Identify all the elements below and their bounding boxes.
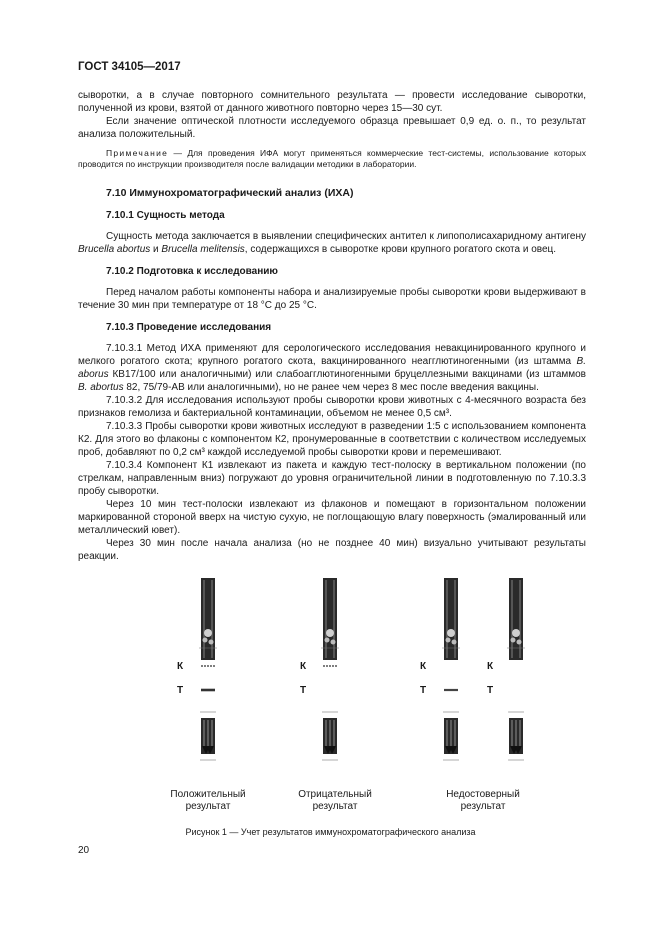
paragraph: 7.10.3.2 Для исследования используют пробы сыворотки крови животных с 4-месячного возраста без признаков гемолиза и бактериальной контаминации, объемом не менее 0,5 см³.: [78, 395, 586, 419]
strip-invalid-2: [507, 578, 525, 760]
text-span: КВ17/100 или аналогичными) или слабоагглютиногенными бруцеллезными вакцинами (из штаммов: [108, 369, 586, 380]
invalid-result-label: Недостоверный результат: [446, 789, 520, 812]
paragraph: Если значение оптической плотности исследуемого образца превышает 0,9 ед. о. п., то результат анализа положительный.: [78, 116, 586, 140]
italic-term: Brucella melitensis: [161, 244, 245, 255]
paragraph: сыворотки, а в случае повторного сомнительного результата — провести исследование сыворотки, полученной из крови, взятой от данного животного повторно через 15—30 сут.: [78, 90, 586, 114]
paragraph: [78, 342, 586, 394]
control-line-label: К: [177, 661, 184, 672]
test-line-label: Т: [177, 685, 184, 696]
text-span: и: [150, 244, 162, 255]
paragraph: [78, 230, 586, 256]
standard-header: ГОСТ 34105—2017: [78, 61, 181, 73]
subsection-heading: 7.10.1 Сущность метода: [106, 210, 225, 221]
paragraph: Через 30 мин после начала анализа (но не позднее 40 мин) визуально учитывают результаты реакции.: [78, 538, 586, 562]
paragraph: Через 10 мин тест-полоски извлекают из флаконов и помещают в горизонтальном положении маркированной стороной вверх на чистую сухую, не поглощающую влагу поверхность (эмалированный или металлический ювет).: [78, 499, 586, 536]
strip-positive: [199, 578, 217, 760]
positive-result-label: Положительный результат: [170, 789, 246, 812]
paragraph: 7.10.3.3 Пробы сыворотки крови животных исследуют в разведении 1:5 с использованием компонента К2. Для этого во флаконы с компонентом К2, пронумерованные в соответствии с количеством исследуемых проб, добавляют по 0,2 см³ каждой исследуемой пробы сыворотки крови и перемешивают.: [78, 421, 586, 458]
control-line-label: К: [487, 661, 494, 672]
subsection-heading: 7.10.3 Проведение исследования: [106, 322, 272, 333]
note-text: — Для проведения ИФА могут применяться коммерческие тест-системы, использование которых проводится по инструкции производителя после валидации методики в лаборатории.: [78, 148, 586, 169]
section-heading: 7.10 Иммунохроматографический анализ (ИХА): [106, 187, 354, 199]
text-span: Сущность метода заключается в выявлении специфических антител к липополисахаридному антигену: [106, 231, 586, 242]
page-number: 20: [78, 845, 90, 856]
figure-caption: Рисунок 1 — Учет результатов иммунохроматографического анализа: [185, 827, 476, 837]
control-line-label: К: [300, 661, 307, 672]
strip-invalid-1: [442, 578, 460, 760]
test-strips-illustration: [0, 570, 661, 810]
test-line-label: Т: [487, 685, 494, 696]
italic-term: B. abortus: [78, 382, 124, 393]
text-span: 82, 75/79-АВ или аналогичными), но не ранее чем через 8 мес после введения вакцины.: [123, 382, 539, 393]
note-label: Примечание: [106, 148, 169, 158]
text-span: , содержащихся в сыворотке крови крупного рогатого скота и овец.: [244, 244, 557, 255]
italic-term: Brucella abortus: [78, 244, 151, 255]
text-span: 7.10.3.1 Метод ИХА применяют для серологического исследования невакцинированного крупного и мелкого рогатого скота; крупного рогатого скота, вакцинированного неагглютиногенными (из штамма: [78, 343, 586, 367]
negative-result-label: Отрицательный результат: [298, 789, 372, 812]
test-line-label: Т: [300, 685, 307, 696]
paragraph: 7.10.3.4 Компонент К1 извлекают из пакета и каждую тест-полоску в вертикальном положении (по стрелкам, направленным вниз) погружают до уровня ограничительной линии в подготовленную по 7.10.3.3 пробу сыворотки.: [78, 460, 586, 497]
test-line-label: Т: [420, 685, 427, 696]
note: [78, 148, 586, 170]
subsection-heading: 7.10.2 Подготовка к исследованию: [106, 266, 278, 277]
strip-negative: [321, 578, 339, 760]
document-body: [78, 89, 586, 563]
paragraph: Перед началом работы компоненты набора и анализируемые пробы сыворотки крови выдерживают в течение 30 мин при температуре от 18 °С до 25 °С.: [78, 287, 586, 311]
control-line-label: К: [420, 661, 427, 672]
italic-term: B. aborus: [78, 356, 586, 380]
